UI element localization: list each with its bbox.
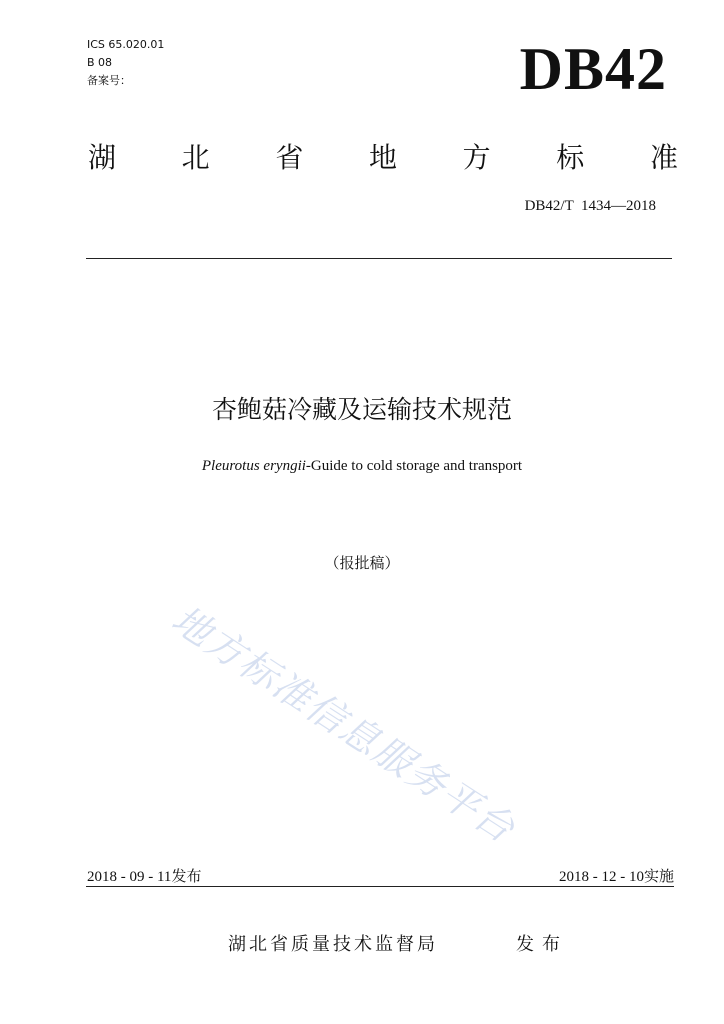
watermark: 地方标准信息服务平台 [164,597,524,852]
issuing-verb: 发布 [516,934,568,955]
issue-date-value: 2018 - 09 - 11 [87,869,172,885]
record-number-label: 备案号： [87,74,131,87]
document-title-chinese: 杏鲍菇冷藏及运输技术规范 [211,395,512,424]
implementation-date-value: 2018 - 12 - 10 [558,869,644,885]
ics-code: ICS 65.020.01 [87,38,165,51]
header-divider [86,258,672,259]
issue-date-label: 发布 [171,867,202,885]
latin-species-name: Pleurotus eryngii [201,458,306,474]
standard-number: DB42/T 1434—2018 [524,198,656,214]
standard-type-heading [88,140,678,176]
draft-status: （报批稿） [324,554,400,572]
classification-code: B 08 [87,56,113,69]
standard-logo: DB42 [519,36,667,102]
standard-type-char: 省 [275,141,304,174]
implementation-date-label: 实施 [643,867,674,885]
standard-type-char: 湖 [88,141,117,174]
english-title-rest: -Guide to cold storage and transport [305,458,523,474]
standard-type-char: 准 [649,141,678,174]
standard-type-char: 标 [556,141,585,174]
issue-date [87,866,201,887]
document-title-english [0,456,724,476]
standard-type-char: 地 [368,141,397,174]
implementation-date [559,866,674,887]
footer-divider [86,886,674,887]
standard-type-char: 北 [181,141,210,174]
issuing-authority: 湖北省质量技术监督局 [228,934,438,955]
standard-type-char: 方 [462,141,491,174]
